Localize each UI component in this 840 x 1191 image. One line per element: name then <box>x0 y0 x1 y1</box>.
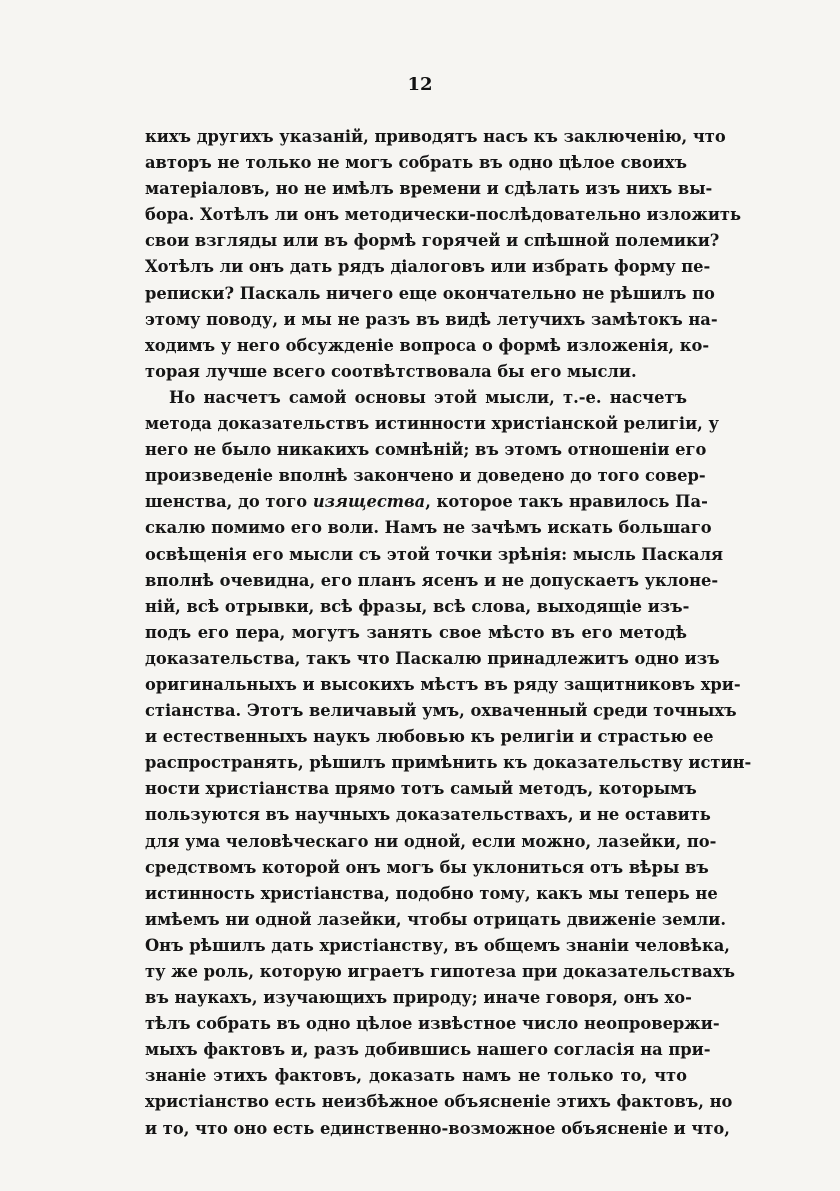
text-line: свои взгляды или въ формѣ горячей и спѣшной полемики? <box>145 231 720 251</box>
text-line: реписки? Паскаль ничего еще окончательно не рѣшилъ по <box>145 283 715 303</box>
text-line: распространять, рѣшилъ примѣнить къ доказательству истин- <box>145 753 752 773</box>
text-line: кихъ другихъ указаній, приводятъ насъ къ заключенію, что <box>145 127 726 146</box>
text-line: доказательства, такъ что Паскалю принадлежитъ одно изъ <box>145 648 720 668</box>
text-line: пользуются въ научныхъ доказательствахъ, и не оставить <box>145 805 711 825</box>
text-line: и то, что оно есть единственно-возможное объясненіе и что, <box>145 1118 730 1138</box>
text-line: оригинальныхъ и высокихъ мѣстъ въ ряду защитниковъ хри- <box>145 674 741 694</box>
text-line: ходимъ у него обсужденіе вопроса о формѣ изложенія, ко- <box>145 335 710 355</box>
page-number: 12 <box>407 74 433 95</box>
text-line: истинность христіанства, подобно тому, какъ мы теперь не <box>145 883 718 903</box>
body-text <box>145 124 752 1142</box>
text-line: въ наукахъ, изучающихъ природу; иначе говоря, онъ хо- <box>145 988 692 1008</box>
text-line: и естественныхъ наукъ любовью къ религіи и страстью ее <box>145 727 714 747</box>
text-line: метода доказательствъ истинности христіанской религіи, у <box>145 414 719 434</box>
text-line: матеріаловъ, но не имѣлъ времени и сдѣлать изъ нихъ вы- <box>145 179 713 199</box>
paragraph-2 <box>145 385 752 1142</box>
emphasis-word: изящества <box>312 492 426 512</box>
paragraph-1 <box>145 124 742 385</box>
text-line: подъ его пера, могутъ занять свое мѣсто въ его методѣ <box>145 622 687 642</box>
text-line: стіанства. Этотъ величавый умъ, охваченный среди точныхъ <box>145 701 737 721</box>
text-line: средствомъ которой онъ могъ бы уклониться отъ вѣры въ <box>145 857 709 877</box>
text-line: тѣлъ собрать въ одно цѣлое извѣстное число неопровержи- <box>145 1014 720 1034</box>
text-line: бора. Хотѣлъ ли онъ методически-послѣдовательно изложить <box>145 205 742 225</box>
text-fragment: , которое такъ нравилось Па- <box>425 492 708 512</box>
text-line: ту же роль, которую играетъ гипотеза при доказательствахъ <box>145 962 736 981</box>
text-fragment: шенства, до того <box>145 492 308 512</box>
text-line: авторъ не только не могъ собрать въ одно цѣлое своихъ <box>145 153 687 173</box>
text-line: для ума человѣческаго ни одной, если можно, лазейки, по- <box>145 831 717 851</box>
text-line: Хотѣлъ ли онъ дать рядъ діалоговъ или избрать форму пе- <box>145 257 711 277</box>
text-line: произведеніе вполнѣ закончено и доведено до того совер- <box>145 466 706 486</box>
text-line: вполнѣ очевидна, его планъ ясенъ и не допускаетъ уклоне- <box>145 570 719 590</box>
text-line-with-emphasis <box>145 489 708 515</box>
text-line: ности христіанства прямо тотъ самый методъ, которымъ <box>145 779 697 799</box>
text-line: Но насчетъ самой основы этой мысли, т.-е. насчетъ <box>169 387 687 407</box>
text-line: ній, всѣ отрывки, всѣ фразы, всѣ слова, выходящіе изъ- <box>145 596 690 616</box>
text-line: него не было никакихъ сомнѣній; въ этомъ отношеніи его <box>145 440 707 460</box>
text-line: христіанство есть неизбѣжное объясненіе этихъ фактовъ, но <box>145 1092 733 1112</box>
text-line: торая лучше всего соотвѣтствовала бы его мысли. <box>145 361 637 381</box>
text-line: знаніе этихъ фактовъ, доказать намъ не только то, что <box>145 1066 687 1086</box>
text-line: скалю помимо его воли. Намъ не зачѣмъ искать большаго <box>145 518 712 538</box>
text-line: этому поводу, и мы не разъ въ видѣ летучихъ замѣтокъ на- <box>145 309 718 329</box>
text-line: освѣщенія его мысли съ этой точки зрѣнія: мысль Паскаля <box>145 544 724 564</box>
text-line: имѣемъ ни одной лазейки, чтобы отрицать движеніе земли. <box>145 909 727 929</box>
text-line: мыхъ фактовъ и, разъ добившись нашего согласія на при- <box>145 1040 711 1060</box>
text-line: Онъ рѣшилъ дать христіанству, въ общемъ знаніи человѣка, <box>145 935 730 955</box>
